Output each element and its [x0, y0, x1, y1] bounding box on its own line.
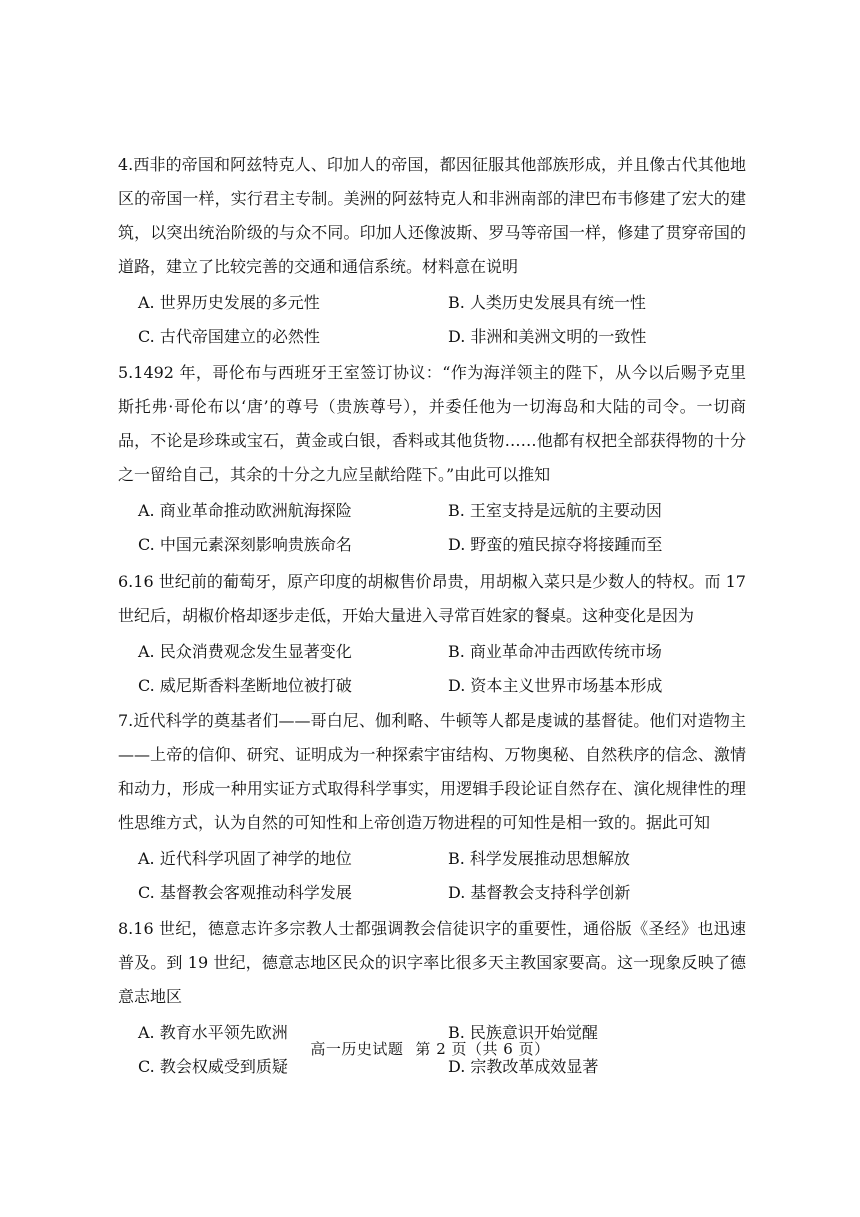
option-d[interactable]: D. 宗教改革成效显著 [448, 1057, 599, 1076]
option-a[interactable]: A. 商业革命推动欧洲航海探险 [138, 501, 352, 520]
question-6 [118, 565, 746, 703]
option-c[interactable]: C. 古代帝国建立的必然性 [138, 327, 320, 346]
option-a[interactable]: A. 民众消费观念发生显著变化 [138, 642, 352, 661]
option-a[interactable]: A. 教育水平领先欧洲 [138, 1023, 288, 1042]
question-number: 8. [118, 919, 134, 938]
option-c[interactable]: C. 教会权威受到质疑 [138, 1057, 288, 1076]
option-row [118, 635, 746, 669]
option-d[interactable]: D. 野蛮的殖民掠夺将接踵而至 [448, 535, 663, 554]
question-text: 1492 年，哥伦布与西班牙王室签订协议：“作为海洋领主的陛下，从今以后赐予克里斯托弗·哥伦布以‘唐’的尊号（贵族尊号），并委任他为一切海岛和大陆的司令。一切商品，不论是珍珠或宝石，黄金或白银，香料或其他货物……他都有权把全部获得物的十分之一留给自己，其余的十分之九应呈献给陛下。”由此可以推知 [118, 363, 746, 484]
option-row [118, 669, 746, 703]
option-b[interactable]: B. 商业革命冲击西欧传统市场 [448, 642, 662, 661]
option-row [118, 842, 746, 876]
option-b[interactable]: B. 民族意识开始觉醒 [448, 1023, 598, 1042]
option-row [118, 528, 746, 562]
question-text: 16 世纪前的葡萄牙，原产印度的胡椒售价昂贵，用胡椒入菜只是少数人的特权。而 17 世纪后，胡椒价格却逐步走低，开始大量进入寻常百姓家的餐桌。这种变化是因为 [118, 572, 746, 625]
question-4 [118, 148, 746, 354]
question-text: 16 世纪，德意志许多宗教人士都强调教会信徒识字的重要性，通俗版《圣经》也迅速普及。到 19 世纪，德意志地区民众的识字率比很多天主教国家要高。这一现象反映了德意志地区 [118, 919, 746, 1006]
option-d[interactable]: D. 资本主义世界市场基本形成 [448, 676, 663, 695]
answer-options [118, 635, 746, 703]
question-text: 近代科学的奠基者们——哥白尼、伽利略、牛顿等人都是虔诚的基督徒。他们对造物主——上帝的信仰、研究、证明成为一种探索宇宙结构、万物奥秘、自然秩序的信念、激情和动力，形成一种用实证方式取得科学事实，用逻辑手段论证自然存在、演化规律性的理性思维方式，认为自然的可知性和上帝创造万物进程的可知性是相一致的。据此可知 [118, 711, 746, 832]
question-number: 4. [118, 155, 134, 174]
option-d[interactable]: D. 基督教会支持科学创新 [448, 883, 631, 902]
question-number: 7. [118, 711, 134, 730]
question-stem [118, 704, 746, 840]
answer-options [118, 494, 746, 562]
option-c[interactable]: C. 中国元素深刻影响贵族命名 [138, 535, 352, 554]
question-7 [118, 704, 746, 910]
option-a[interactable]: A. 近代科学巩固了神学的地位 [138, 849, 352, 868]
option-b[interactable]: B. 王室支持是远航的主要动因 [448, 501, 662, 520]
option-row [118, 876, 746, 910]
question-text: 西非的帝国和阿兹特克人、印加人的帝国，都因征服其他部族形成，并且像古代其他地区的帝国一样，实行君主专制。美洲的阿兹特克人和非洲南部的津巴布韦修建了宏大的建筑，以突出统治阶级的与众不同。印加人还像波斯、罗马等帝国一样，修建了贯穿帝国的道路，建立了比较完善的交通和通信系统。材料意在说明 [118, 155, 746, 276]
option-c[interactable]: C. 基督教会客观推动科学发展 [138, 883, 352, 902]
answer-options [118, 286, 746, 354]
question-stem [118, 356, 746, 492]
option-b[interactable]: B. 人类历史发展具有统一性 [448, 293, 646, 312]
question-stem [118, 148, 746, 284]
option-a[interactable]: A. 世界历史发展的多元性 [138, 293, 320, 312]
option-b[interactable]: B. 科学发展推动思想解放 [448, 849, 630, 868]
question-stem [118, 912, 746, 1014]
question-5 [118, 356, 746, 562]
exam-title: 高一历史试题 [310, 1040, 404, 1058]
option-row [118, 286, 746, 320]
answer-options [118, 842, 746, 910]
option-d[interactable]: D. 非洲和美洲文明的一致性 [448, 327, 647, 346]
question-stem [118, 565, 746, 633]
page-number: 第 2 页（共 6 页） [415, 1040, 550, 1058]
question-number: 5. [118, 363, 134, 382]
option-row [118, 494, 746, 528]
question-number: 6. [118, 572, 134, 591]
page-footer [0, 1036, 860, 1062]
option-row [118, 320, 746, 354]
option-c[interactable]: C. 威尼斯香料垄断地位被打破 [138, 676, 352, 695]
